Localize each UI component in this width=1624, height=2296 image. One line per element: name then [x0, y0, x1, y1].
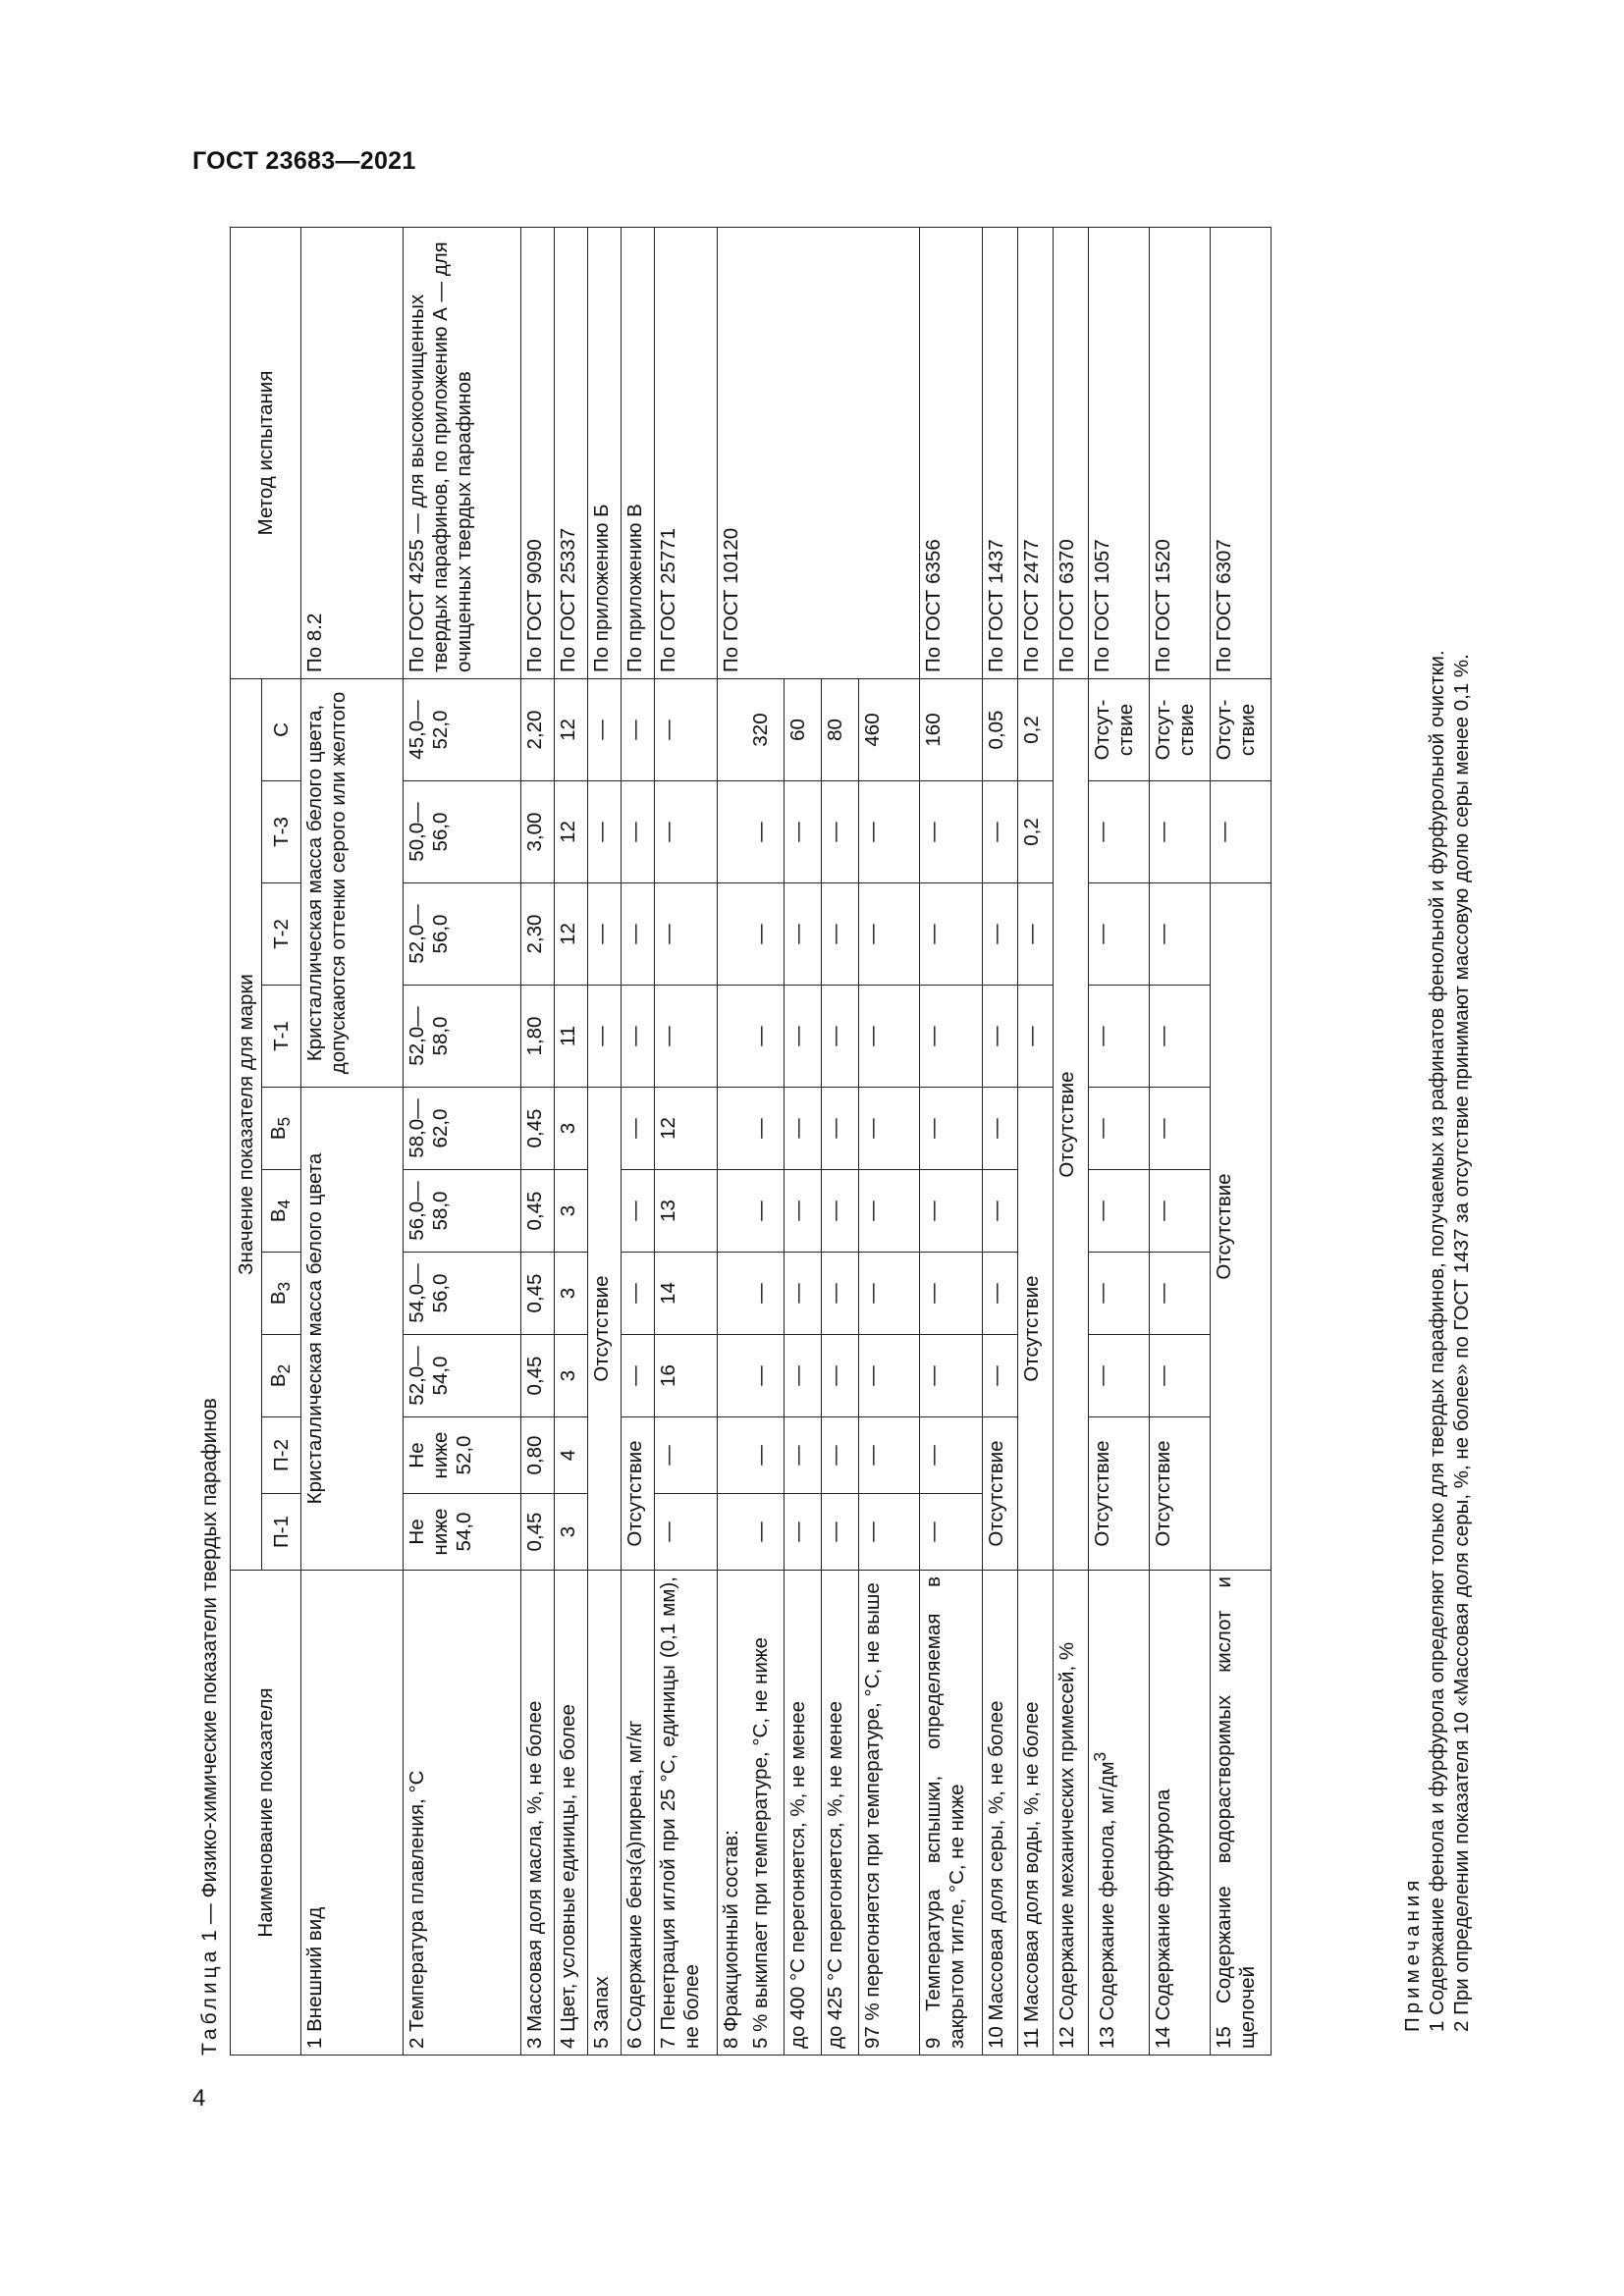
cell-value: — — [822, 883, 859, 986]
cell-value: 50,0—56,0 — [404, 781, 521, 883]
cell-value: Отсутствие — [1211, 883, 1272, 1571]
cell-value: — — [622, 986, 655, 1088]
cell-value: — — [920, 986, 983, 1088]
row-name: 1 Внешний вид — [301, 1571, 404, 2056]
cell-value: — — [588, 678, 622, 780]
cell-value: — — [588, 883, 622, 986]
cell-value: — — [920, 1335, 983, 1417]
row-method: По ГОСТ 25337 — [555, 227, 588, 678]
cell-value: — — [1150, 986, 1211, 1088]
row-name: до 400 °С перегоняется, %, не менее — [785, 1571, 822, 2056]
cell-value: — — [747, 986, 785, 1088]
cell-value: — — [1150, 1335, 1211, 1417]
cell-value: — — [859, 1170, 920, 1253]
cell-value: — — [1018, 986, 1054, 1088]
cell-value: 2,20 — [521, 678, 555, 780]
cell-value: — — [622, 781, 655, 883]
notes-title: Примечания — [1401, 1876, 1424, 2032]
header-grade-p1: П-1 — [262, 1494, 301, 1571]
cell-value: Отсутствие — [1054, 678, 1089, 1570]
cell-value: 3 — [555, 1253, 588, 1335]
row-method: По приложению Б — [588, 227, 622, 678]
cell-value: — — [1089, 883, 1150, 986]
cell-value: 16 — [655, 1335, 718, 1417]
page-number: 4 — [192, 2085, 206, 2111]
caption-title: — Физико-химические показатели твердых парафинов — [198, 1398, 221, 1925]
cell-value: — — [822, 1253, 859, 1335]
cell-value: — — [622, 883, 655, 986]
cell-value: 3 — [555, 1494, 588, 1571]
cell-value: — — [1150, 781, 1211, 883]
cell-value: — — [747, 1417, 785, 1494]
cell-value: Отсутствие — [983, 1417, 1018, 1571]
header-grade-t3: Т-3 — [262, 781, 301, 883]
table-row — [588, 227, 622, 2055]
cell-value: — — [822, 1170, 859, 1253]
cell-value: — — [1018, 883, 1054, 986]
cell-value: 0,45 — [521, 1088, 555, 1170]
cell-value: — — [785, 883, 822, 986]
table-row — [1089, 227, 1150, 2055]
cell-value: — — [622, 1088, 655, 1170]
cell-value: — — [822, 781, 859, 883]
cell-value: — — [859, 883, 920, 986]
table-row — [301, 227, 404, 2055]
cell-value: — — [785, 1170, 822, 1253]
cell-value: — — [920, 781, 983, 883]
cell-value: Отсут-ствие — [1089, 678, 1150, 780]
cell-value: — — [747, 1494, 785, 1571]
cell-value: — — [920, 1494, 983, 1571]
header-grade-v4: $В_4$ — [262, 1170, 301, 1253]
cell-value: — — [785, 781, 822, 883]
cell-value: — — [983, 781, 1018, 883]
row-name: 4 Цвет, условные единицы, не более — [555, 1571, 588, 2056]
header-grade-values: Значение показателя для марки — [231, 678, 262, 1570]
cell-value: — — [920, 1417, 983, 1494]
row-method: По ГОСТ 1057 — [1089, 227, 1150, 678]
cell-value: Отсутствие — [1150, 1417, 1211, 1571]
cell-value: 460 — [859, 678, 920, 780]
row-method: По ГОСТ 1520 — [1150, 227, 1211, 678]
row-method: По ГОСТ 6370 — [1054, 227, 1089, 678]
cell-value: Кристаллическая масса белого цвета, допускаются оттенки серого или желтого — [301, 678, 404, 1087]
cell-value: — — [859, 1494, 920, 1571]
row-name: 8 Фракционный состав: — [718, 1571, 747, 2056]
cell-value: — — [1150, 1088, 1211, 1170]
cell-value: 13 — [655, 1170, 718, 1253]
document-code: ГОСТ 23683—2021 — [192, 147, 416, 175]
table-row — [1018, 227, 1054, 2055]
table-caption — [192, 1398, 228, 2056]
table-notes — [1400, 228, 1474, 2056]
cell-value: — — [920, 883, 983, 986]
row-name: 5 % выкипает при температуре, °С, не ниже — [747, 1571, 785, 2056]
header-grade-t2: Т-2 — [262, 883, 301, 986]
cell-value: — — [622, 1253, 655, 1335]
cell-value: — — [747, 883, 785, 986]
cell-value: Кристаллическая масса белого цвета — [301, 1088, 404, 1571]
row-name: 5 Запах — [588, 1571, 622, 2056]
row-method: По приложению В — [622, 227, 655, 678]
cell-value: Отсутствие — [622, 1417, 655, 1571]
cell-value: — — [822, 1088, 859, 1170]
cell-value: — — [1211, 781, 1272, 883]
cell-value: — — [655, 781, 718, 883]
cell-value: 0,2 — [1018, 678, 1054, 780]
row-method: По ГОСТ 6356 — [920, 227, 983, 678]
cell-value: 0,45 — [521, 1494, 555, 1571]
row-name: до 425 °С перегоняется, %, не менее — [822, 1571, 859, 2056]
cell-value: 0,80 — [521, 1417, 555, 1494]
cell-value: — — [747, 1088, 785, 1170]
cell-value: 12 — [555, 883, 588, 986]
row-name: 97 % перегоняется при температуре, °С, не выше — [859, 1571, 920, 2056]
row-name: 10 Массовая доля серы, %, не более — [983, 1571, 1018, 2056]
table-row — [718, 227, 747, 2055]
row-method: По ГОСТ 2477 — [1018, 227, 1054, 678]
header-test-method: Метод испытания — [231, 227, 301, 678]
cell-value: 0,45 — [521, 1253, 555, 1335]
row-method: По ГОСТ 25771 — [655, 227, 718, 678]
cell-value: — — [822, 1494, 859, 1571]
cell-value: — — [1089, 986, 1150, 1088]
cell-value: 320 — [747, 678, 785, 780]
row-method: По ГОСТ 4255 — для высокоочищенных твердых парафинов, по приложению А — для очищенных твердых парафинов — [404, 227, 521, 678]
table-row — [920, 227, 983, 2055]
cell-value: 58,0—62,0 — [404, 1088, 521, 1170]
rotated-table-sheet — [192, 228, 1494, 2056]
cell-value: Не ниже 52,0 — [404, 1417, 521, 1494]
cell-value: — — [785, 1417, 822, 1494]
cell-value: — — [822, 1417, 859, 1494]
cell-value: — — [1089, 781, 1150, 883]
header-grade-v2: $В_2$ — [262, 1335, 301, 1417]
cell-value: — — [983, 883, 1018, 986]
cell-value: — — [622, 678, 655, 780]
table-row — [555, 227, 588, 2055]
cell-value: 2,30 — [521, 883, 555, 986]
row-name: 9 Температура вспышки, определяемая в закрытом тигле, °С, не ниже — [920, 1571, 983, 2056]
cell-value: — — [785, 1088, 822, 1170]
cell-value: — — [655, 986, 718, 1088]
cell-value: 80 — [822, 678, 859, 780]
physico-chemical-table — [230, 227, 1272, 2056]
row-name: 3 Массовая доля масла, %, не более — [521, 1571, 555, 2056]
cell-value: — — [655, 883, 718, 986]
cell-value: 4 — [555, 1417, 588, 1494]
header-indicator-name: Наименование показателя — [231, 1571, 301, 2056]
table-row — [521, 227, 555, 2055]
cell-value: — — [859, 1417, 920, 1494]
cell-value: — — [1089, 1335, 1150, 1417]
table-row — [622, 227, 655, 2055]
cell-value: 54,0—56,0 — [404, 1253, 521, 1335]
cell-value: — — [622, 1335, 655, 1417]
row-name: 7 Пенетрация иглой при 25 °С, единицы (0,1 мм), не более — [655, 1571, 718, 2056]
cell-value: — — [859, 1088, 920, 1170]
cell-value: Отсутствие — [1089, 1417, 1150, 1571]
cell-value: — — [747, 1335, 785, 1417]
row-name: 11 Массовая доля воды, %, не более — [1018, 1571, 1054, 2056]
table-row — [655, 227, 718, 2055]
cell-value: 160 — [920, 678, 983, 780]
header-grade-p2: П-2 — [262, 1417, 301, 1494]
cell-value: 45,0—52,0 — [404, 678, 521, 780]
cell-value: — — [920, 1088, 983, 1170]
row-name: 12 Содержание механических примесей, % — [1054, 1571, 1089, 2056]
cell-value: — — [983, 986, 1018, 1088]
cell-value: Не ниже 54,0 — [404, 1494, 521, 1571]
table-row — [1054, 227, 1089, 2055]
cell-value: 1,80 — [521, 986, 555, 1088]
cell-value: 12 — [555, 781, 588, 883]
table-row — [1150, 227, 1211, 2055]
cell-value: — — [920, 1253, 983, 1335]
cell-value: 52,0—58,0 — [404, 986, 521, 1088]
cell-value: — — [859, 986, 920, 1088]
cell-value: — — [655, 678, 718, 780]
header-grade-s: С — [262, 678, 301, 780]
cell-value: — — [822, 986, 859, 1088]
cell-value: — — [983, 1335, 1018, 1417]
cell-value: — — [859, 1253, 920, 1335]
cell-value: — — [785, 1253, 822, 1335]
row-name: 6 Содержание бенз(а)пирена, мг/кг — [622, 1571, 655, 2056]
cell-value: — — [983, 1088, 1018, 1170]
cell-value: — — [747, 1170, 785, 1253]
cell-value: — — [1089, 1088, 1150, 1170]
cell-value: — — [655, 1417, 718, 1494]
cell-value: 3 — [555, 1088, 588, 1170]
cell-value: — — [785, 1335, 822, 1417]
cell-value: — — [1150, 883, 1211, 986]
table-row — [404, 227, 521, 2055]
header-grade-t1: Т-1 — [262, 986, 301, 1088]
cell-value: 12 — [655, 1088, 718, 1170]
cell-value: 56,0—58,0 — [404, 1170, 521, 1253]
header-grade-v5: $В_5$ — [262, 1088, 301, 1170]
cell-value: — — [1150, 1170, 1211, 1253]
cell-value: — — [785, 986, 822, 1088]
row-method: По ГОСТ 6307 — [1211, 227, 1272, 678]
cell-value: 60 — [785, 678, 822, 780]
cell-value: — — [859, 781, 920, 883]
cell-value: 3 — [555, 1335, 588, 1417]
row-name: 13 Содержание фенола, $мг/дм^3$ — [1089, 1571, 1150, 2056]
cell-value: — — [785, 1494, 822, 1571]
caption-label: Таблица — [198, 1947, 221, 2056]
cell-value: 11 — [555, 986, 588, 1088]
cell-value: — — [1089, 1253, 1150, 1335]
caption-number: 1 — [198, 1930, 221, 1942]
row-name: 15 Содержание водорастворимых кислот и щелочей — [1211, 1571, 1272, 2056]
header-grade-v3: $В_3$ — [262, 1253, 301, 1335]
table-row — [1211, 227, 1272, 2055]
cell-value: 0,05 — [983, 678, 1018, 780]
note-2: 2 При определении показателя 10 «Массовая доля серы, %, не более» по ГОСТ 1437 за отсутствие принимают массовую долю серы менее 0,1 %. — [1450, 654, 1473, 2032]
row-method: По ГОСТ 1437 — [983, 227, 1018, 678]
cell-value: — — [747, 781, 785, 883]
cell-value: 12 — [555, 678, 588, 780]
cell-value: 0,45 — [521, 1170, 555, 1253]
cell-value: — — [983, 1170, 1018, 1253]
cell-value: 0,45 — [521, 1335, 555, 1417]
cell-value: Отсут-ствие — [1211, 678, 1272, 780]
cell-value: — — [622, 1170, 655, 1253]
cell-value: 3,00 — [521, 781, 555, 883]
cell-value: — — [1089, 1170, 1150, 1253]
cell-value: — — [1150, 1253, 1211, 1335]
row-method: По 8.2 — [301, 227, 404, 678]
cell-value: 52,0—54,0 — [404, 1335, 521, 1417]
cell-value: 52,0—56,0 — [404, 883, 521, 986]
cell-value: — — [983, 1253, 1018, 1335]
cell-value: 14 — [655, 1253, 718, 1335]
cell-value: Отсут-ствие — [1150, 678, 1211, 780]
row-name: 14 Содержание фурфурола — [1150, 1571, 1211, 2056]
cell-value: — — [822, 1335, 859, 1417]
row-method: По ГОСТ 10120 — [718, 227, 920, 678]
row-name: 2 Температура плавления, °С — [404, 1571, 521, 2056]
table-row — [983, 227, 1018, 2055]
cell-value: Отсутствие — [1018, 1088, 1054, 1571]
cell-value: — — [747, 1253, 785, 1335]
note-1: 1 Содержание фенола и фурфурола определяют только для твердых парафинов, получаемых из рафинатов фенольной и фурфурольной очистки. — [1426, 650, 1448, 2032]
cell-value: — — [655, 1494, 718, 1571]
cell-value: — — [859, 1335, 920, 1417]
cell-value: — — [588, 781, 622, 883]
cell-value: 0,2 — [1018, 781, 1054, 883]
cell-value: — — [920, 1170, 983, 1253]
cell-value: 3 — [555, 1170, 588, 1253]
cell-value: — — [588, 986, 622, 1088]
cell-value: Отсутствие — [588, 1088, 622, 1571]
row-method: По ГОСТ 9090 — [521, 227, 555, 678]
